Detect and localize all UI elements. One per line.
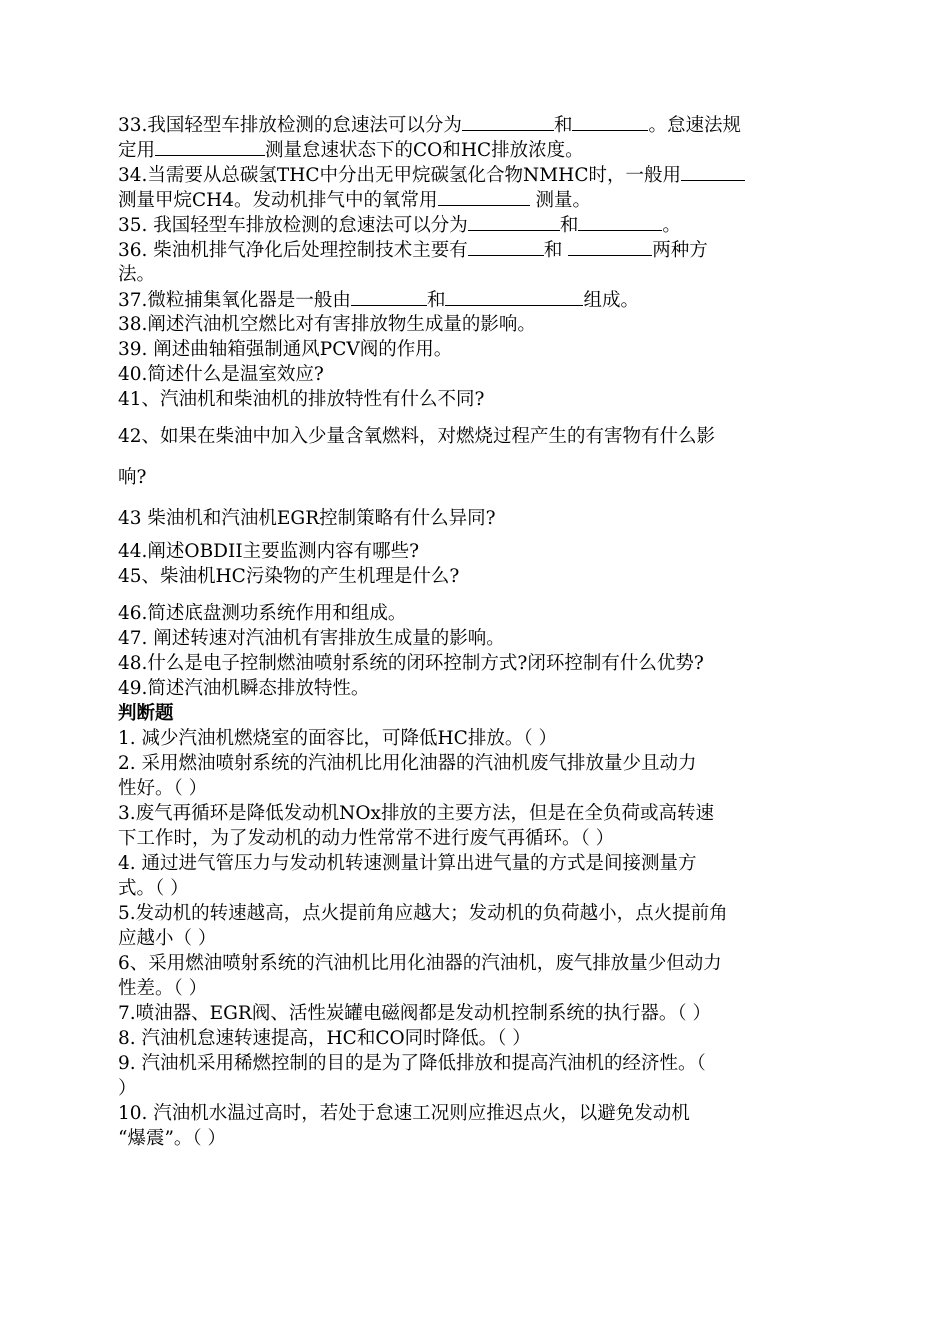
question-41: 41、汽油机和柴油机的排放特性有什么不同? xyxy=(118,389,485,410)
document-page xyxy=(118,112,836,1151)
question-42-line-2: 响? xyxy=(118,467,147,488)
judgment-8: 8. 汽油机怠速转速提高，HC和CO同时降低。（ ） xyxy=(118,1028,531,1049)
question-35: 35. 我国轻型车排放检测的怠速法可以分为 和 。 xyxy=(118,212,836,237)
fill-blank xyxy=(445,287,583,306)
judgment-3-line-1: 3.废气再循环是降低发动机NOx排放的主要方法，但是在全负荷或高转速 xyxy=(118,803,714,824)
judgment-7: 7.喷油器、EGR阀、活性炭罐电磁阀都是发动机控制系统的执行器。（ ） xyxy=(118,1003,711,1024)
question-42-line-1: 42、如果在柴油中加入少量含氧燃料，对燃烧过程产生的有害物有什么影 xyxy=(118,426,716,447)
judgment-4-line-1: 4. 通过进气管压力与发动机转速测量计算出进气量的方式是间接测量方 xyxy=(118,853,697,874)
question-36-line-2: 法。 xyxy=(118,264,156,285)
question-34-line-1: 34.当需要从总碳氢THC中分出无甲烷碳氢化合物NMHC时，一般用 xyxy=(118,162,836,187)
question-34-line-2: 测量甲烷CH4。发动机排气中的氧常用 测量。 xyxy=(118,187,836,212)
question-48: 48.什么是电子控制燃油喷射系统的闭环控制方式?闭环控制有什么优势? xyxy=(118,653,704,674)
judgment-5-line-2: 应越小（ ） xyxy=(118,928,217,949)
judgment-2-line-1: 2. 采用燃油喷射系统的汽油机比用化油器的汽油机废气排放量少且动力 xyxy=(118,753,697,774)
judgment-5-line-1: 5.发动机的转速越高，点火提前角应越大；发动机的负荷越小，点火提前角 xyxy=(118,903,728,924)
fill-blank xyxy=(468,237,544,256)
question-44: 44.阐述OBDII主要监测内容有哪些? xyxy=(118,541,420,562)
fill-blank xyxy=(568,237,652,256)
question-49: 49.简述汽油机瞬态排放特性。 xyxy=(118,678,370,699)
fill-blank xyxy=(572,112,648,131)
fill-blank xyxy=(578,212,662,231)
judgment-3-line-2: 下工作时，为了发动机的动力性常常不进行废气再循环。（ ） xyxy=(118,828,615,849)
question-46: 46.简述底盘测功系统作用和组成。 xyxy=(118,603,407,624)
fill-blank xyxy=(351,287,427,306)
fill-blank xyxy=(155,137,265,156)
judgment-10-line-1: 10. 汽油机水温过高时，若处于怠速工况则应推迟点火，以避免发动机 xyxy=(118,1103,690,1124)
question-38: 38.阐述汽油机空燃比对有害排放物生成量的影响。 xyxy=(118,314,536,335)
fill-blank xyxy=(681,162,745,181)
question-39: 39. 阐述曲轴箱强制通风PCV阀的作用。 xyxy=(118,339,453,360)
question-36-line-1: 36. 柴油机排气净化后处理控制技术主要有 和 两种方 xyxy=(118,237,836,262)
question-37: 37.微粒捕集氧化器是一般由 和 组成。 xyxy=(118,287,836,312)
question-45: 45、柴油机HC污染物的产生机理是什么? xyxy=(118,566,460,587)
judgment-9-line-2: ） xyxy=(118,1078,137,1099)
question-33-line-1: 33.我国轻型车排放检测的怠速法可以分为 和 。怠速法规 xyxy=(118,112,836,137)
fill-blank xyxy=(462,112,554,131)
judgment-10-line-2: “爆震”。（ ） xyxy=(118,1128,227,1149)
judgment-2-line-2: 性好。（ ） xyxy=(118,778,208,799)
judgment-1: 1. 减少汽油机燃烧室的面容比，可降低HC排放。（ ） xyxy=(118,728,557,749)
fill-blank xyxy=(438,187,530,206)
question-43: 43 柴油机和汽油机EGR控制策略有什么异同? xyxy=(118,508,496,529)
judgment-6-line-2: 性差。（ ） xyxy=(118,978,208,999)
section-heading: 判断题 xyxy=(118,703,174,724)
fill-blank xyxy=(468,212,560,231)
question-47: 47. 阐述转速对汽油机有害排放生成量的影响。 xyxy=(118,628,505,649)
question-40: 40.简述什么是温室效应? xyxy=(118,364,324,385)
judgment-6-line-1: 6、采用燃油喷射系统的汽油机比用化油器的汽油机，废气排放量少但动力 xyxy=(118,953,722,974)
judgment-9-line-1: 9. 汽油机采用稀燃控制的目的是为了降低排放和提高汽油机的经济性。（ xyxy=(118,1053,706,1074)
question-33-line-2: 定用 测量怠速状态下的CO和HC排放浓度。 xyxy=(118,137,836,162)
judgment-4-line-2: 式。（ ） xyxy=(118,878,189,899)
